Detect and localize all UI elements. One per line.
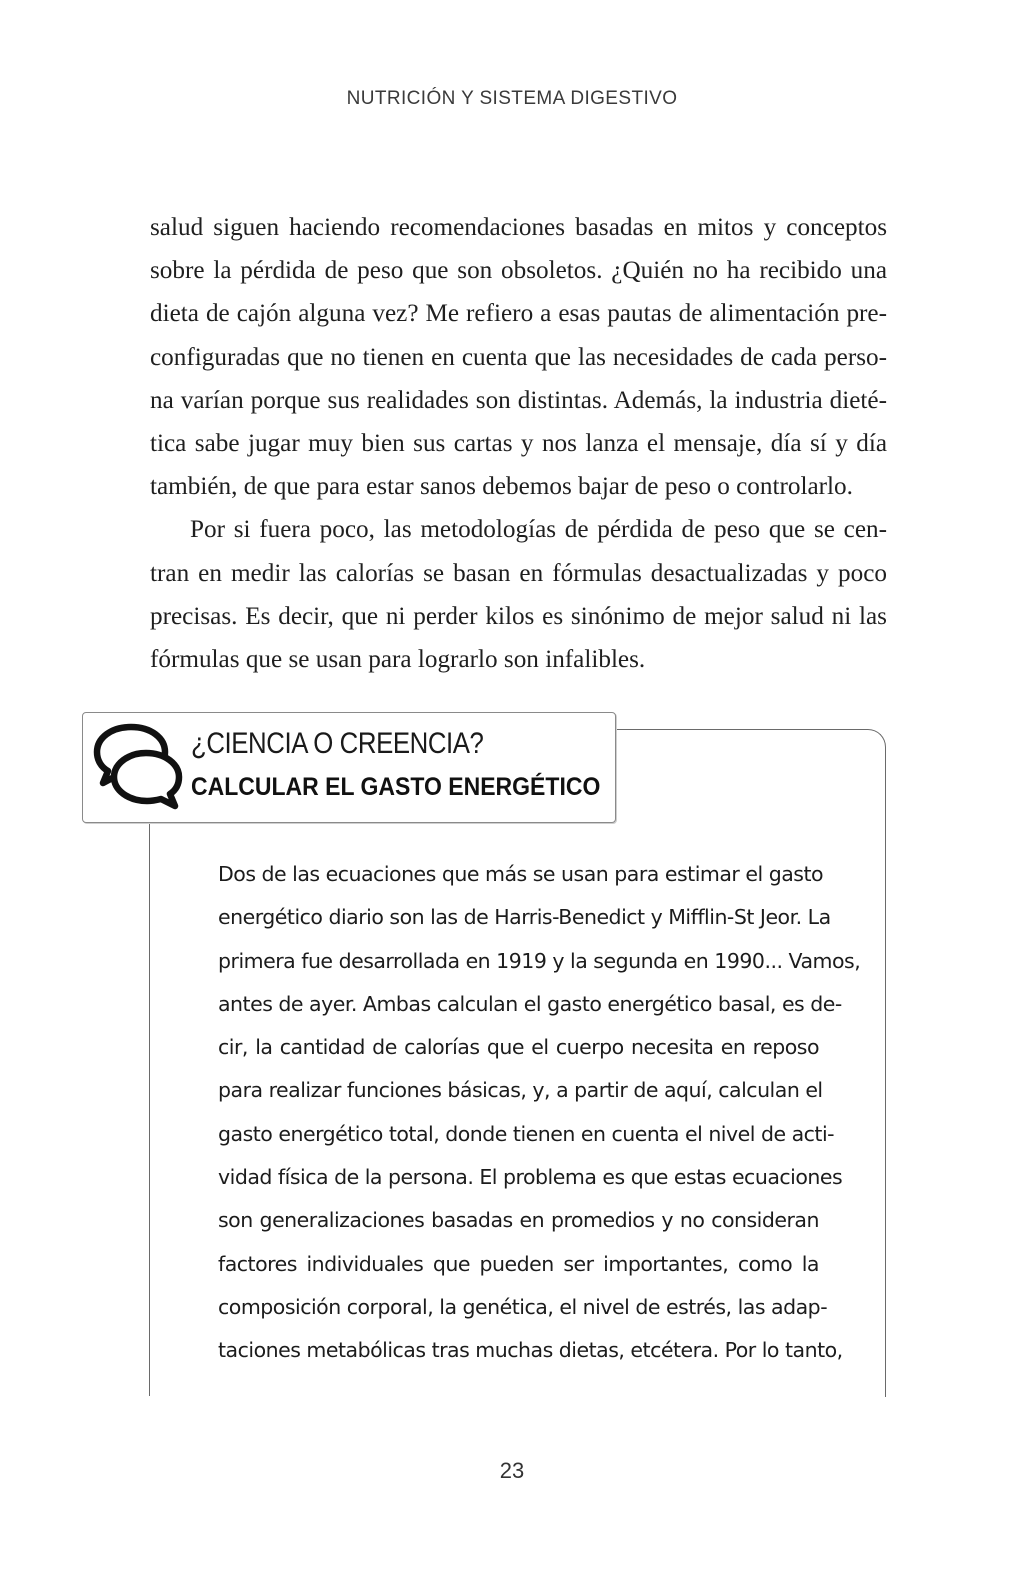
- box-title: CALCULAR EL GASTO ENERGÉTICO: [191, 773, 601, 801]
- box-text-line: cir, la cantidad de calorías que el cuerpo necesita en reposo: [218, 1035, 819, 1060]
- box-text-line: para realizar funciones básicas, y, a partir de aquí, calculan el: [218, 1078, 823, 1103]
- box-kicker: ¿CIENCIA O CREENCIA?: [191, 727, 484, 760]
- paragraph-2: [150, 508, 887, 681]
- text-line: sobre la pérdida de peso que son obsoletos. ¿Quién no ha recibido una: [150, 257, 887, 285]
- text-line: salud siguen haciendo recomendaciones basadas en mitos y conceptos: [150, 214, 887, 241]
- box-text-line: energético diario son las de Harris-Benedict y Mifflin-St Jeor. La: [218, 905, 831, 930]
- text-line: precisas. Es decir, que ni perder kilos es sinónimo de mejor salud ni las: [150, 602, 887, 630]
- text-line: configuradas que no tienen en cuenta que las necesidades de cada perso-: [150, 343, 887, 371]
- box-text-line: factores individuales que pueden ser importantes, como la: [218, 1251, 819, 1276]
- box-text-line: son generalizaciones basadas en promedios y no consideran: [218, 1208, 819, 1233]
- text-line: na varían porque sus realidades son distintas. Además, la industria dieté-: [150, 386, 887, 414]
- text-line: Por si fuera poco, las metodologías de pérdida de peso que se cen-: [190, 516, 887, 544]
- text-line: tran en medir las calorías se basan en fórmulas desactualizadas y poco: [150, 559, 887, 587]
- running-head: NUTRICIÓN Y SISTEMA DIGESTIVO: [346, 88, 678, 109]
- box-header: [82, 712, 616, 823]
- box-text-line: antes de ayer. Ambas calculan el gasto energético basal, es de-: [218, 991, 842, 1016]
- text-line: fórmulas que se usan para lograrlo son infalibles.: [150, 646, 646, 674]
- box-text-line: gasto energético total, donde tienen en cuenta el nivel de acti-: [218, 1121, 835, 1146]
- page-number: 23: [499, 1458, 525, 1483]
- box-text-line: taciones metabólicas tras muchas dietas, etcétera. Por lo tanto,: [218, 1338, 843, 1363]
- text-line: también, de que para estar sanos debemos bajar de peso o controlarlo.: [150, 473, 853, 501]
- box-text-line: vidad física de la persona. El problema es que estas ecuaciones: [218, 1165, 843, 1190]
- box-left-rule: [149, 822, 150, 1396]
- text-line: tica sabe jugar muy bien sus cartas y nos lanza el mensaje, día sí y día: [150, 430, 887, 458]
- speech-bubbles-icon: [91, 719, 187, 815]
- box-text-line: primera fue desarrollada en 1919 y la segunda en 1990... Vamos,: [218, 948, 861, 973]
- box-text-line: Dos de las ecuaciones que más se usan para estimar el gasto: [218, 862, 824, 886]
- box-text-line: composición corporal, la genética, el nivel de estrés, las adap-: [218, 1294, 828, 1319]
- text-line: dieta de cajón alguna vez? Me refiero a esas pautas de alimentación pre-: [150, 300, 887, 328]
- main-text: [150, 206, 887, 681]
- box-text: [218, 853, 861, 1373]
- paragraph-1: [150, 206, 887, 508]
